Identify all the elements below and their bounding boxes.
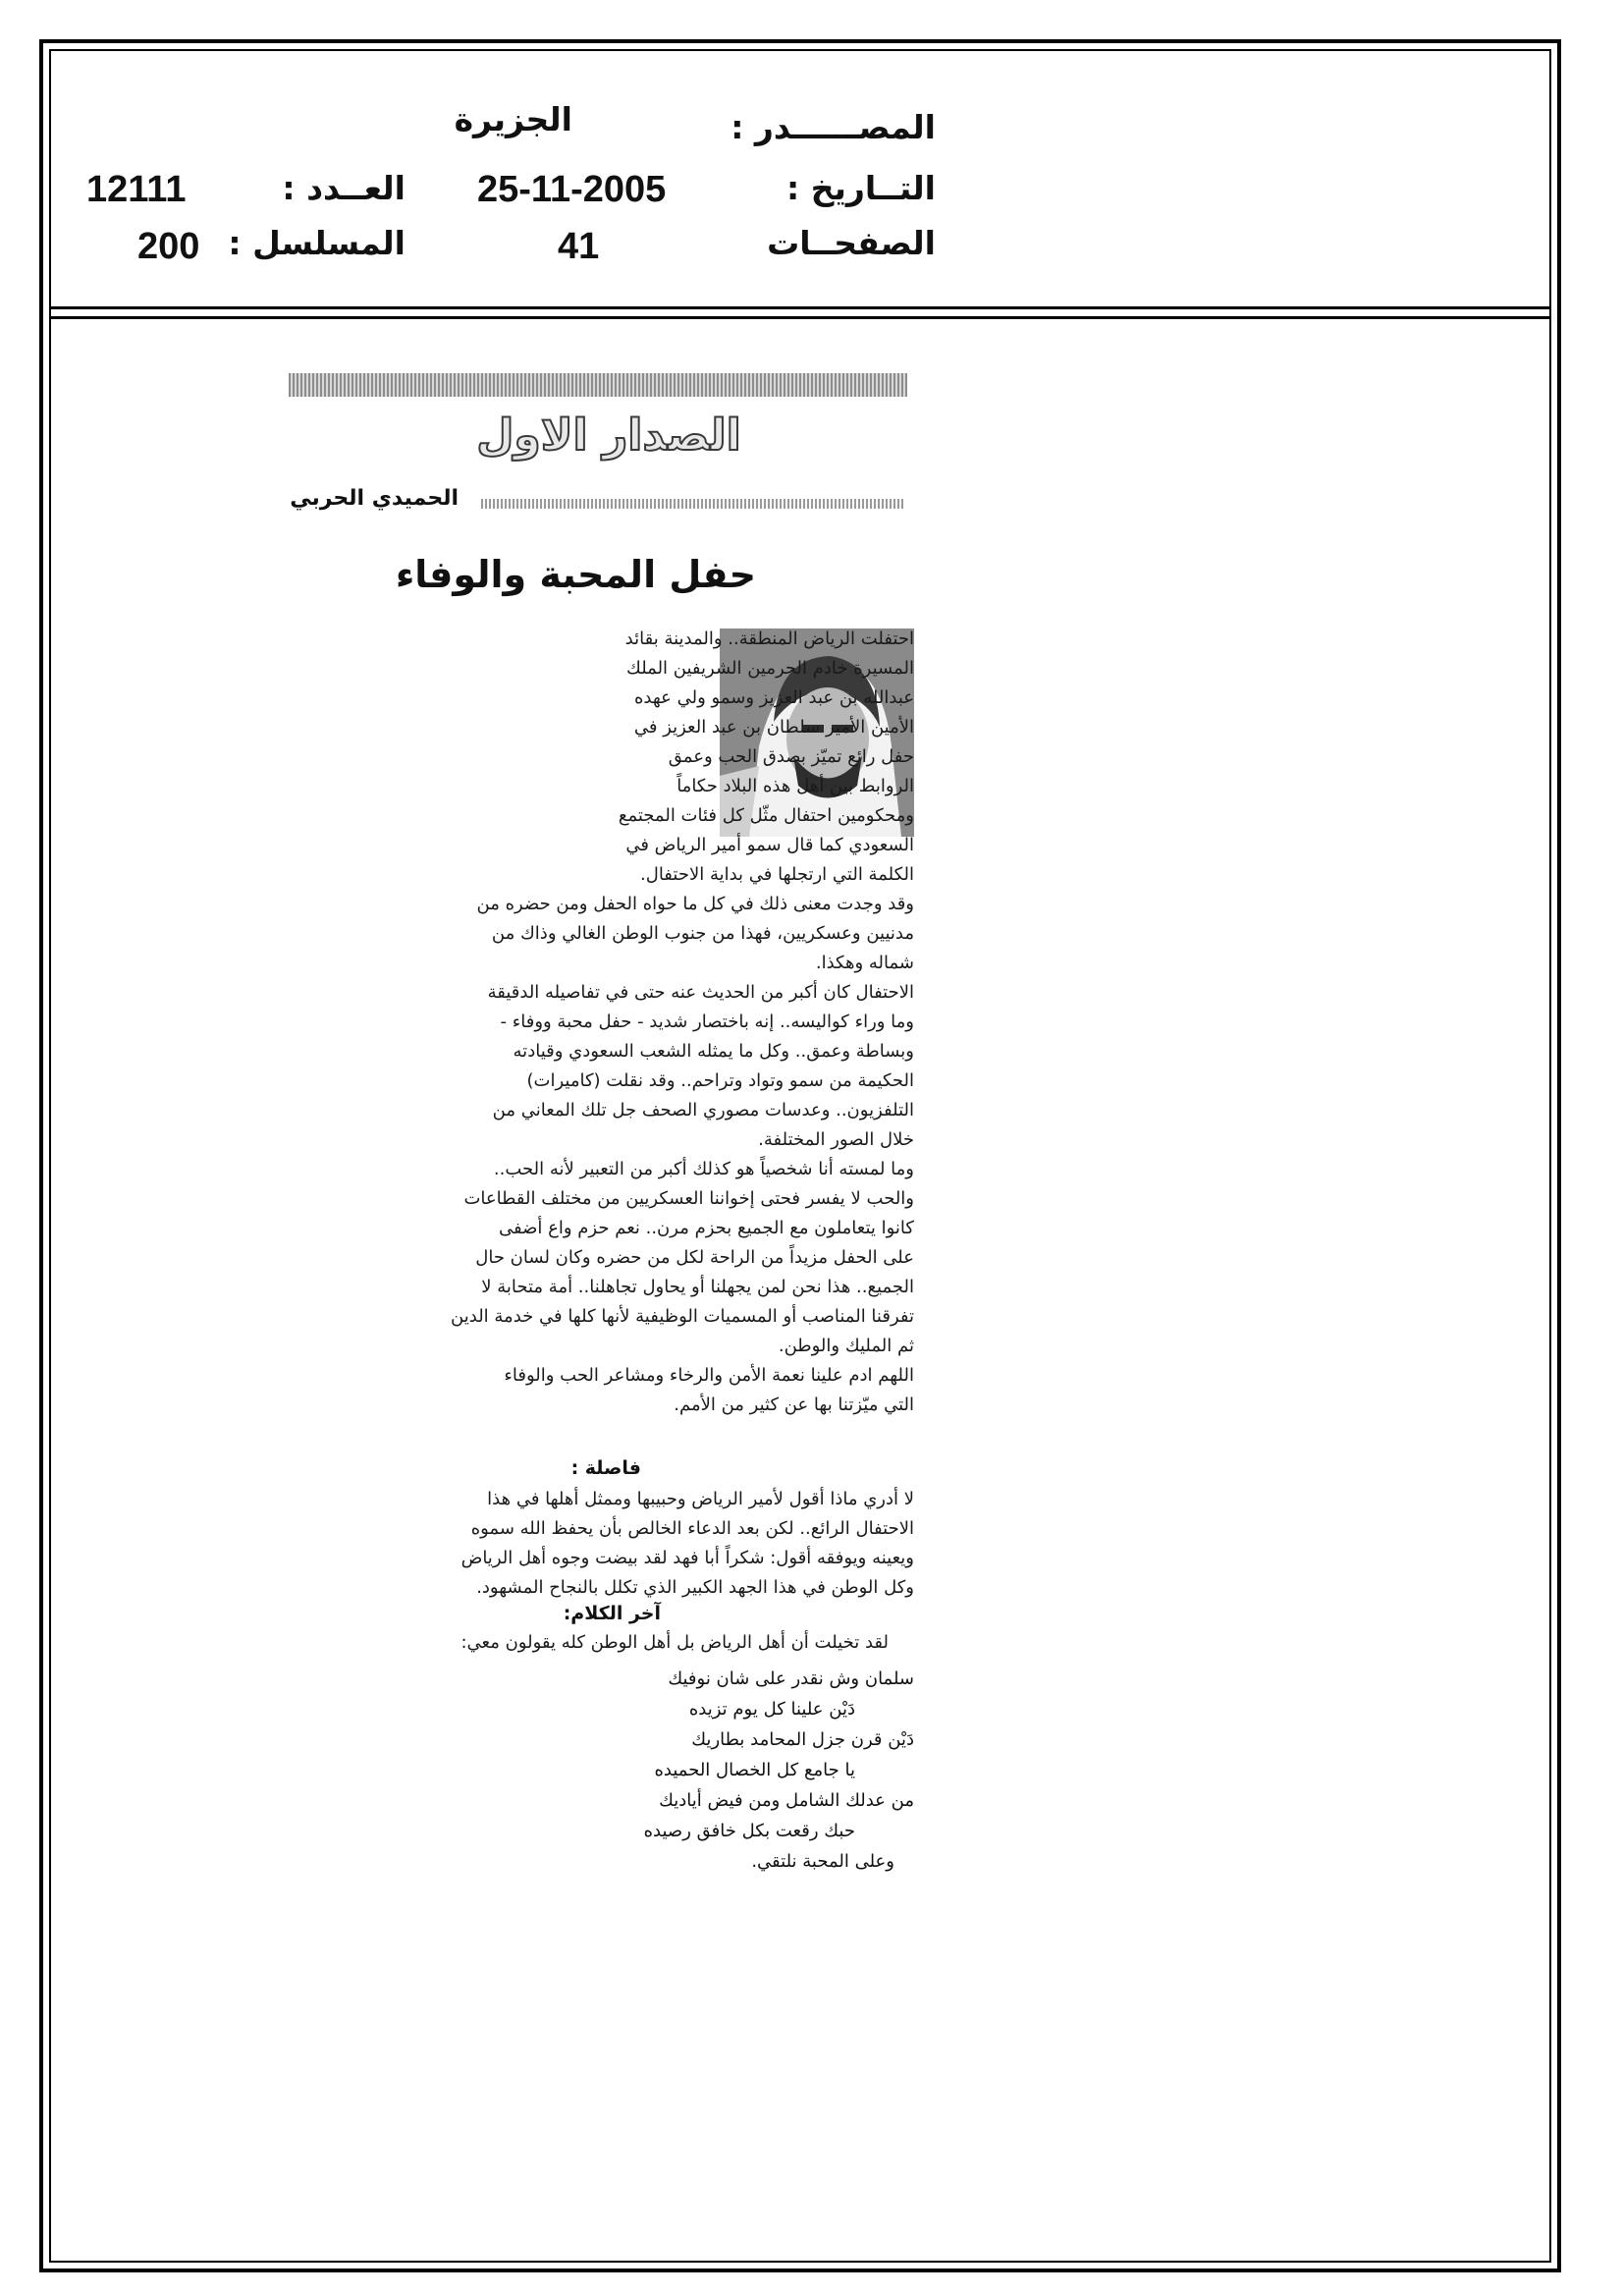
text-line: وبساطة وعمق.. وكل ما يمثله الشعب السعودي وقيادته [513, 1041, 914, 1062]
text-line: الروابط بين أهل هذه البلاد حكاماً [676, 776, 914, 796]
text-line: ثم المليك والوطن. [778, 1336, 914, 1356]
header-divider-top [49, 306, 1551, 309]
serial-label: المسلسل : [228, 224, 406, 262]
text-line: مدنيين وعسكريين، فهذا من جنوب الوطن الغالي وذاك من [491, 923, 914, 944]
paragraph-5 [305, 1361, 914, 1420]
poem-line: يا جامع كل الخصال الحميده [654, 1760, 855, 1780]
akhir-intro [299, 1628, 889, 1658]
poem-line: دَيْن قرن جزل المحامد بطاريك [691, 1729, 914, 1750]
issue-label: العــدد : [282, 169, 406, 207]
date-value: 25-11-2005 [477, 169, 667, 210]
poem-line: وعلى المحبة نلتقي. [751, 1851, 894, 1872]
paragraph-2 [305, 890, 914, 978]
author-rule [481, 499, 905, 509]
paragraph-4 [305, 1155, 914, 1361]
poem-line: حبك رقعت بكل خافق رصيده [643, 1821, 855, 1841]
text-line: الحكيمة من سمو وتواد وتراحم.. وقد نقلت (كاميرات) [526, 1070, 914, 1091]
text-line: الاحتفال كان أكبر من الحديث عنه حتى في تفاصيله الدقيقة [487, 982, 914, 1003]
text-line: اللهم ادم علينا نعمة الأمن والرخاء ومشاعر الحب والوفاء [504, 1365, 914, 1386]
source-label: المصــــــدر : [730, 108, 936, 146]
poem-line: من عدلك الشامل ومن فيض أياديك [659, 1790, 914, 1811]
text-line: الكلمة التي ارتجلها في بداية الاحتفال. [640, 864, 914, 885]
clipping-top-strip [289, 373, 907, 397]
article-headline: حفل المحبة والوفاء [395, 553, 756, 596]
text-line: التلفزيون.. وعدسات مصوري الصحف جل تلك المعاني من [492, 1100, 914, 1121]
text-line: وما وراء كواليسه.. إنه باختصار شديد - حفل محبة ووفاء - [500, 1011, 914, 1032]
issue-value: 12111 [86, 169, 187, 210]
fasila-paragraph [305, 1485, 914, 1603]
text-line: كانوا يتعاملون مع الجميع بحزم مرن.. نعم حزم واع أضفى [499, 1218, 914, 1238]
text-line: خلال الصور المختلفة. [758, 1129, 914, 1150]
text-line: المسيرة خادم الحرمين الشريفين الملك [626, 658, 914, 679]
serial-value: 200 [137, 226, 200, 267]
text-line: على الحفل مزيداً من الراحة لكل من حضره وكان لسان حال [475, 1247, 914, 1268]
author-name: الحميدي الحربي [290, 486, 459, 511]
column-title: الصدار الاول [476, 410, 741, 461]
text-line: شماله وهكذا. [815, 953, 914, 973]
text-line: لقد تخيلت أن أهل الرياض بل أهل الوطن كله يقولون معي: [460, 1632, 889, 1653]
header-divider-bottom [49, 316, 1551, 319]
source-value: الجزيرة [454, 100, 572, 138]
pages-value: 41 [558, 226, 600, 267]
date-label: التــاريخ : [786, 169, 936, 207]
paragraph-3 [305, 978, 914, 1155]
text-line: والحب لا يفسر فحتى إخواننا العسكريين من مختلف القطاعات [463, 1188, 914, 1209]
akhir-heading: آخر الكلام: [563, 1603, 661, 1624]
text-line: حفل رائع تميّز بصدق الحب وعمق [668, 746, 914, 767]
text-line: ويعينه ويوفقه أقول: شكراً أبا فهد لقد بيضت وجوه أهل الرياض [460, 1548, 914, 1568]
intro-paragraph [531, 625, 914, 890]
text-line: وقد وجدت معنى ذلك في كل ما حواه الحفل ومن حضره من [476, 894, 914, 914]
text-line: الجميع.. هذا نحن لمن يجهلنا أو يحاول تجاهلنا.. أمة متحابة لا [481, 1277, 914, 1297]
poem-block [644, 1664, 914, 1877]
pages-label: الصفحــات [767, 224, 936, 262]
text-line: تفرقنا المناصب أو المسميات الوظيفية لأنها كلها في خدمة الدين [451, 1306, 914, 1327]
text-line: التي ميّزتنا بها عن كثير من الأمم. [674, 1394, 914, 1415]
text-line: لا أدري ماذا أقول لأمير الرياض وحبيبها وممثل أهلها في هذا [487, 1489, 914, 1509]
text-line: احتفلت الرياض المنطقة.. والمدينة بقائد [624, 629, 914, 649]
poem-line: دَيْن علينا كل يوم تزيده [688, 1699, 855, 1720]
poem-line: سلمان وش نقدر على شان نوفيك [668, 1668, 914, 1689]
text-line: وكل الوطن في هذا الجهد الكبير الذي تكلل بالنجاح المشهود. [476, 1577, 914, 1598]
text-line: الاحتفال الرائع.. لكن بعد الدعاء الخالص بأن يحفظ الله سموه [470, 1518, 914, 1539]
text-line: ومحكومين احتفال مثّل كل فئات المجتمع [618, 805, 914, 826]
text-line: السعودي كما قال سمو أمير الرياض في [625, 835, 914, 855]
text-line: عبدالله بن عبد العزيز وسمو ولي عهده [634, 687, 914, 708]
text-line: الأمين الأمير سلطان بن عبد العزيز في [633, 717, 914, 738]
fasila-heading: فاصلة : [570, 1457, 641, 1479]
text-line: وما لمسته أنا شخصياً هو كذلك أكبر من التعبير لأنه الحب.. [493, 1159, 914, 1179]
